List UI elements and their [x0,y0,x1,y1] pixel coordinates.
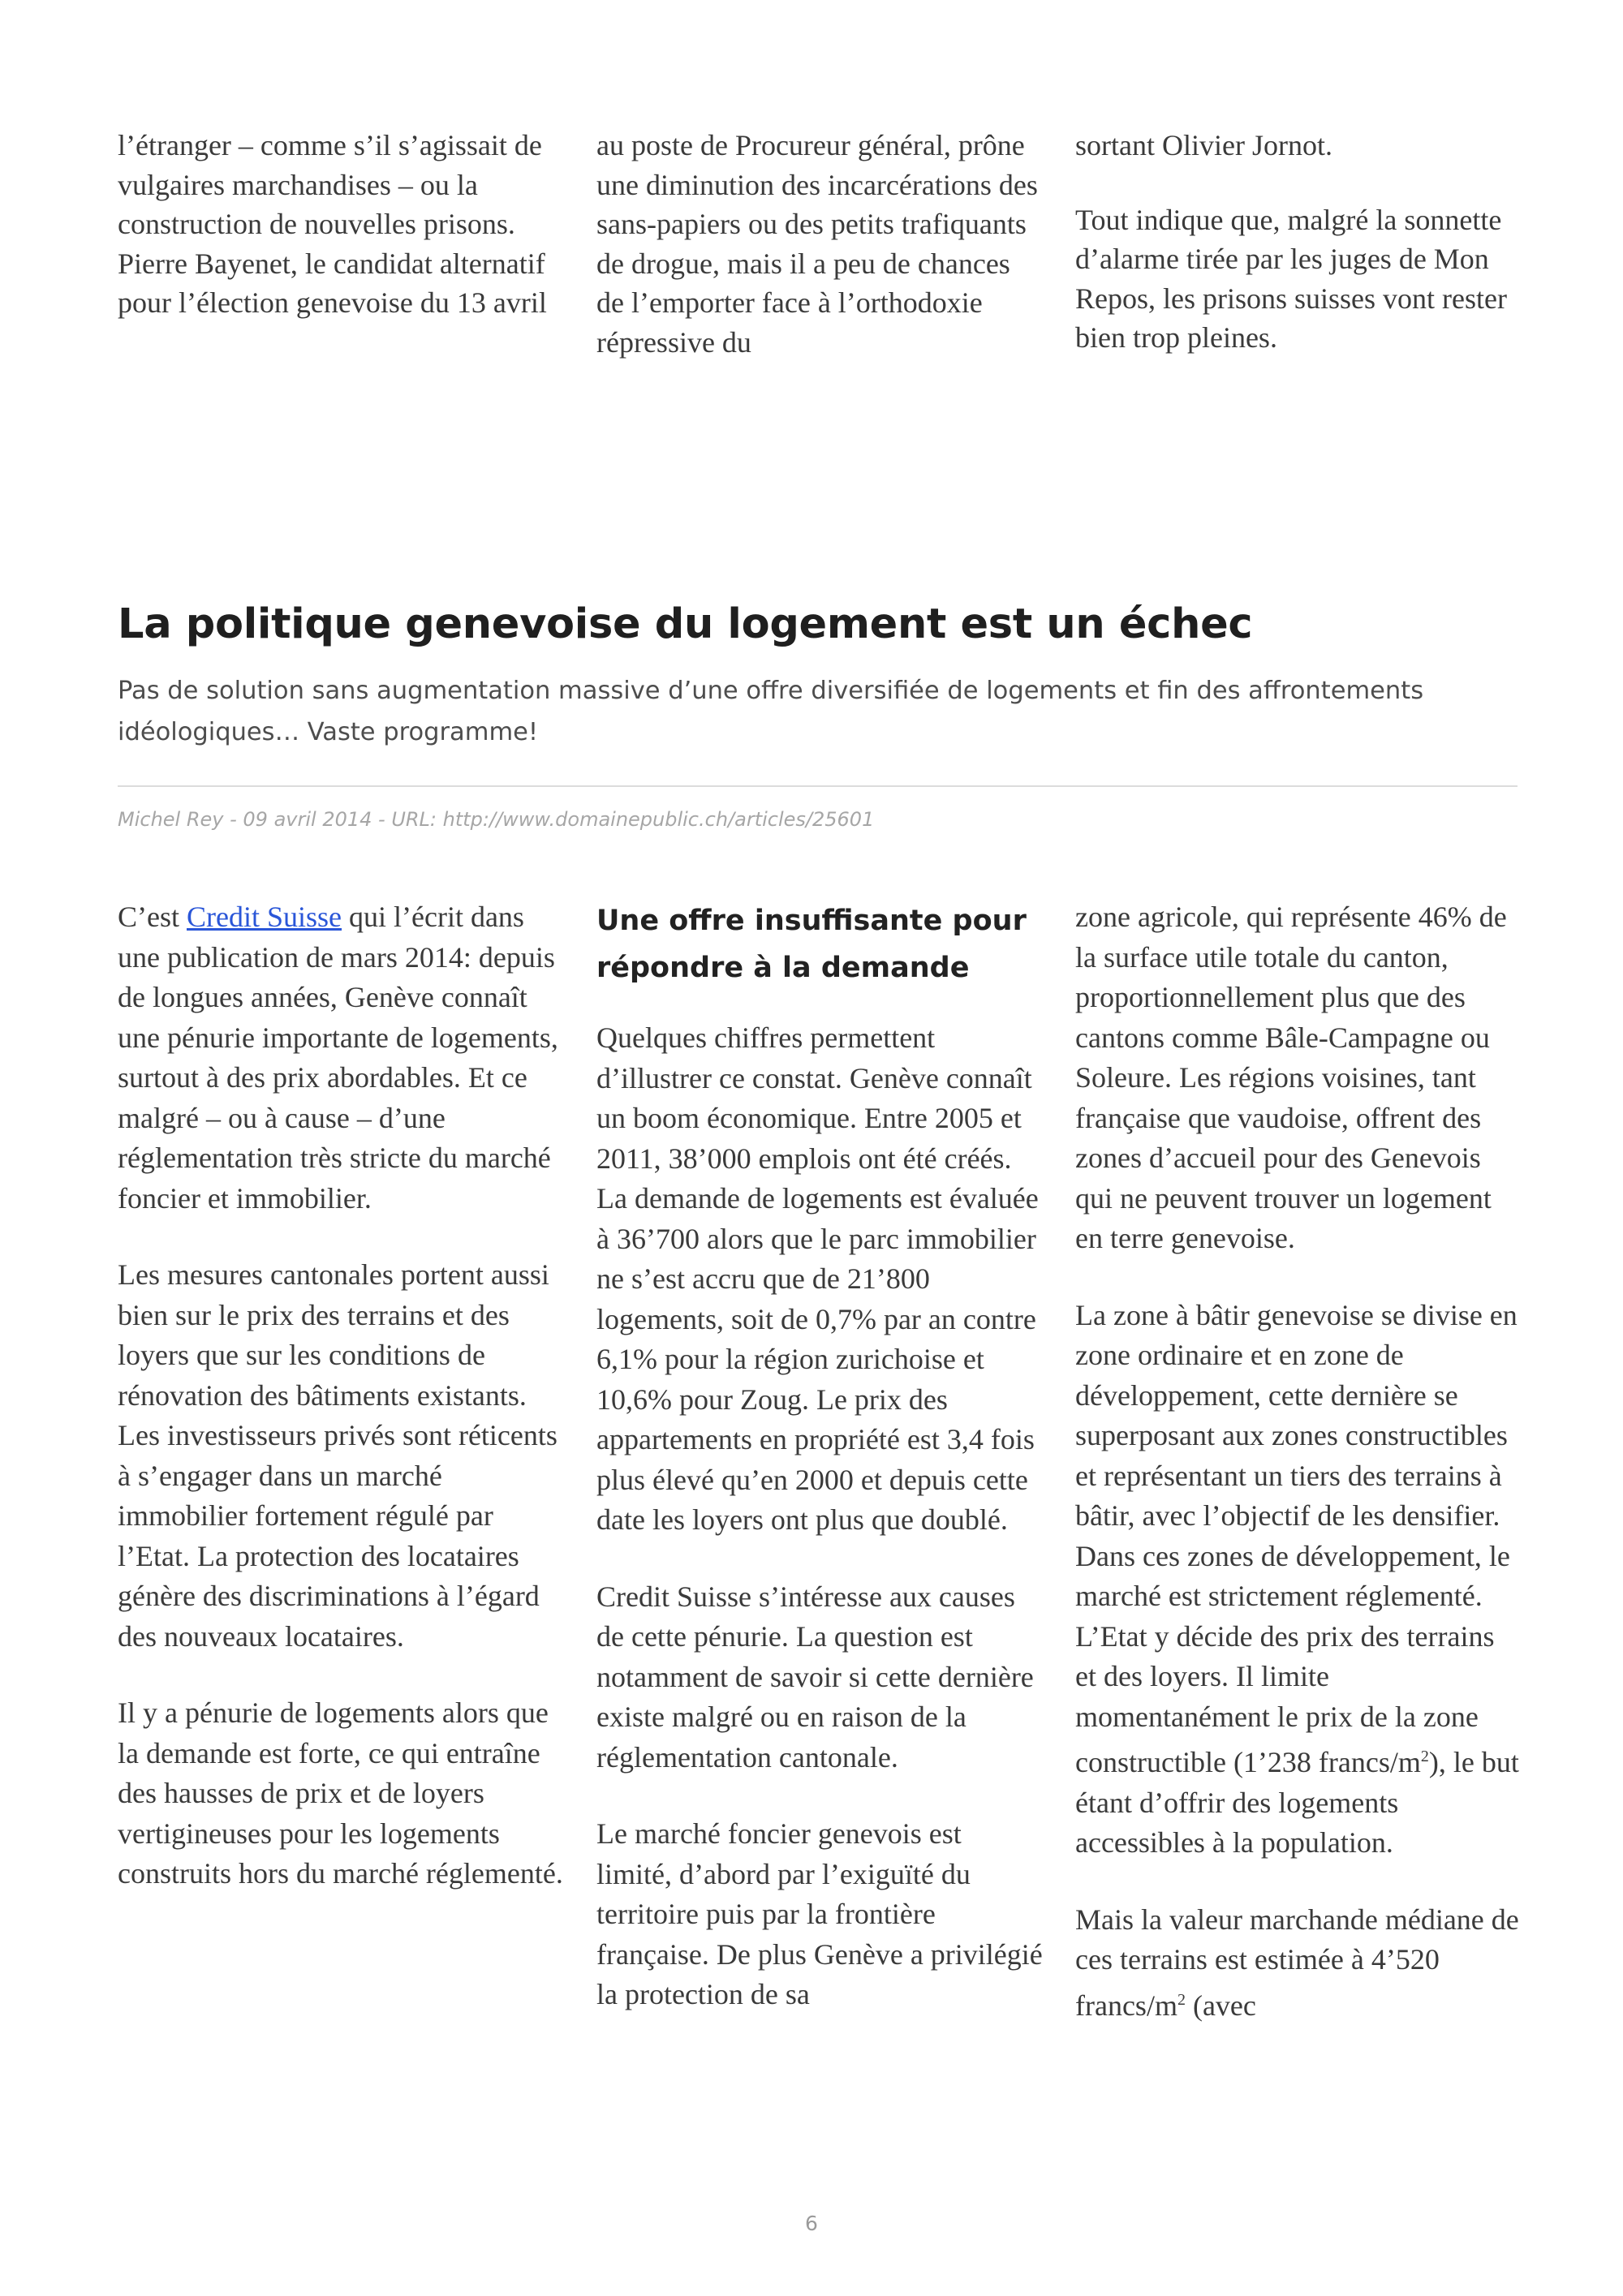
text-run: Mais la valeur marchande médiane de ces terrains est estimée à 4’520 francs/m [1075,1903,1519,2022]
header-divider [118,785,1518,787]
article-meta: Michel Rey - 09 avril 2014 - URL: http://www.domainepublic.ch/articles/25601 [118,808,875,831]
article-subtitle: Pas de solution sans augmentation massive d’une offre diversifiée de logements et fin des affrontements idéologiques… Vaste programme! [118,677,1424,746]
article-col3-paragraph-2 [1075,1296,1522,1864]
article-subheading: Une offre insuffisante pour répondre à la demande [596,905,1027,984]
top-col3-text-1: sortant Olivier Jornot. [1075,129,1332,161]
top-col3-text-2: Tout indique que, malgré la sonnette d’alarme tirée par les juges de Mon Repos, les prisons suisses vont rester bien trop pleines. [1075,203,1507,354]
article-title: La politique genevoise du logement est un échec [118,600,1253,648]
article-col1-paragraph-1 [118,897,564,1219]
top-column-2 [596,126,1043,362]
article-col1-paragraph-3: Il y a pénurie de logements alors que la demande est forte, ce qui entraîne des hausses de prix et de loyers vertigineuses pour les logements construits hors du marché réglementé. [118,1696,563,1890]
text-run: ), le but étant d’offrir des logements accessibles à la population. [1075,1746,1519,1859]
text-run: (avec [1185,1989,1256,2022]
text-run: La zone à bâtir genevoise se divise en zone ordinaire et en zone de développement, cette dernière se superposant aux zones constructibles et représentant un tiers des terrains à bâtir, avec l’objectif de les densifier. Dans ces zones de développement, le marché est strictement réglementé. L’Etat y décide des prix des terrains et des loyers. Il limite momentanément le prix de la zone constructible (1’238 francs/m [1075,1298,1518,1778]
article-col2-paragraph-2: Credit Suisse s’intéresse aux causes de cette pénurie. La question est notamment de savoir si cette dernière existe malgré ou en raison de la réglementation cantonale. [596,1580,1034,1774]
text-run: qui l’écrit dans une publication de mars 2014: depuis de longues années, Genève connaît une pénurie importante de logements, surtout à des prix abordables. Et ce malgré – ou à cause – d’une réglementation très stricte du marché foncier et immobilier. [118,901,558,1215]
article-column-2 [596,897,1043,2015]
superscript: 2 [1177,1990,1186,2009]
article-column-3 [1075,897,1522,2026]
top-col1-text: l’étranger – comme s’il s’agissait de vulgaires marchandises – ou la construction de nouvelles prisons. Pierre Bayenet, le candidat alternatif pour l’élection genevoise du 13 avril [118,129,547,319]
page-number: 6 [805,2212,818,2235]
top-column-1 [118,126,564,323]
credit-suisse-link[interactable]: Credit Suisse [187,901,342,933]
text-run: C’est [118,901,187,933]
superscript: 2 [1420,1748,1429,1765]
top-column-3 [1075,126,1522,358]
article-col3-paragraph-3 [1075,1900,1522,2027]
article-column-1 [118,897,564,1894]
article-col2-paragraph-1: Quelques chiffres permettent d’illustrer ce constat. Genève connaît un boom économique. Entre 2005 et 2011, 38’000 emplois ont été créés. La demande de logements est évaluée à 36’700 alors que le parc immobilier ne s’est accru que de 21’800 logements, soit de 0,7% par an contre 6,1% pour la région zurichoise et 10,6% pour Zoug. Le prix des appartements en propriété est 3,4 fois plus élevé qu’en 2000 et depuis cette date les loyers ont plus que doublé. [596,1021,1039,1536]
article-col3-paragraph-1: zone agricole, qui représente 46% de la surface utile totale du canton, proportionnellement plus que des cantons comme Bâle-Campagne ou Soleure. Les régions voisines, tant française que vaudoise, offrent des zones d’accueil pour des Genevois qui ne peuvent trouver un logement en terre genevoise. [1075,901,1507,1254]
article-col1-paragraph-2: Les mesures cantonales portent aussi bien sur le prix des terrains et des loyers que sur les conditions de rénovation des bâtiments existants. Les investisseurs privés sont réticents à s’engager dans un marché immobilier fortement régulé par l’Etat. La protection des locataires génère des discriminations à l’égard des nouveaux locataires. [118,1258,558,1653]
article-col2-paragraph-3: Le marché foncier genevois est limité, d’abord par l’exiguïté du territoire puis par la frontière française. De plus Genève a privilégié la protection de sa [596,1817,1043,2010]
top-col2-text: au poste de Procureur général, prône une diminution des incarcérations des sans-papiers ou des petits trafiquants de drogue, mais il a peu de chances de l’emporter face à l’orthodoxie répressive du [596,129,1038,359]
